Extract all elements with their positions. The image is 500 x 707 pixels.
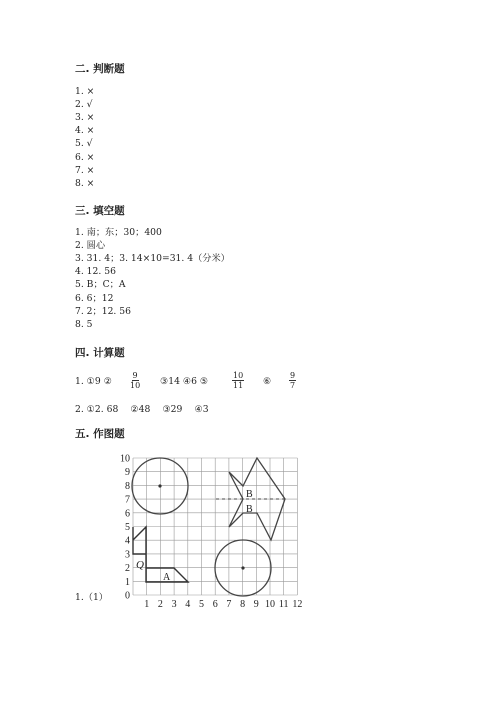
calc-row1-part-b: ③14 ④6 ⑤ — [160, 376, 209, 387]
x-axis-tick-label: 9 — [253, 599, 259, 610]
x-axis-tick-label: 12 — [292, 599, 303, 610]
calc-row1-part-a: 1. ①9 ② — [75, 376, 112, 387]
draw-answer-label: 1.（1） — [75, 592, 108, 603]
calc-row1-part-c: ⑥ — [263, 376, 272, 387]
fraction-numerator: 9 — [290, 371, 296, 380]
x-axis-tick-label: 7 — [226, 599, 232, 610]
section-title-calc: 四. 计算题 — [75, 347, 125, 359]
label-b-top: B — [246, 489, 253, 500]
section-title-fill: 三. 填空题 — [75, 205, 125, 217]
y-axis-tick-label: 0 — [125, 590, 130, 602]
fraction-denominator: 7 — [290, 381, 296, 390]
judge-answer-item: 6. × — [75, 151, 95, 163]
judge-answer-item: 4. × — [75, 125, 95, 137]
x-axis-tick-label: 8 — [240, 599, 246, 610]
label-a: A — [163, 572, 171, 583]
fill-answer-item: 6. 6；12 — [75, 292, 114, 304]
fraction-numerator: 9 — [132, 371, 138, 380]
axis-labels — [120, 454, 302, 611]
x-axis-tick-label: 1 — [144, 599, 150, 610]
fraction-numerator: 10 — [233, 371, 244, 380]
label-q: Q — [136, 559, 144, 571]
y-axis-tick-label: 1 — [125, 576, 130, 588]
y-axis-tick-label: 6 — [125, 508, 130, 520]
fraction-9-10 — [129, 371, 141, 390]
fraction-10-11 — [232, 371, 244, 390]
fill-answer-item: 7. 2；12. 56 — [75, 305, 131, 317]
judge-answer-item: 3. × — [75, 112, 95, 124]
coordinate-grid-figure — [113, 450, 313, 614]
circle-center-lower — [241, 566, 244, 569]
x-axis-tick-label: 3 — [171, 599, 177, 610]
fill-answer-item: 3. 31. 4；3. 14×10=31. 4（分米） — [75, 253, 230, 265]
judge-answer-item: 7. × — [75, 164, 95, 176]
fraction-denominator: 11 — [233, 381, 244, 390]
x-axis-tick-label: 4 — [185, 599, 191, 610]
fill-answer-item: 1. 南；东；30；400 — [75, 227, 162, 238]
y-axis-tick-label: 2 — [125, 563, 130, 575]
y-axis-tick-label: 8 — [125, 480, 130, 492]
fill-answer-item: 4. 12. 56 — [75, 266, 116, 278]
circle-center-upper — [158, 484, 161, 487]
judge-answer-item: 8. × — [75, 177, 95, 189]
calc-row-2: 2. ①2. 68 ②48 ③29 ④3 — [75, 404, 209, 415]
y-axis-tick-label: 9 — [125, 467, 130, 479]
y-axis-tick-label: 4 — [125, 535, 130, 547]
fill-answer-item: 8. 5 — [75, 318, 93, 330]
x-axis-tick-label: 2 — [157, 599, 163, 610]
x-axis-tick-label: 11 — [278, 599, 289, 610]
judge-answer-item: 5. √ — [75, 138, 93, 150]
x-axis-tick-label: 6 — [212, 599, 218, 610]
x-axis-tick-label: 10 — [265, 599, 275, 610]
judge-answer-item: 2. √ — [75, 99, 93, 111]
label-b-bottom: B — [246, 504, 253, 515]
y-axis-tick-label: 10 — [120, 453, 130, 465]
fill-answer-item: 2. 圆心 — [75, 240, 106, 252]
section-title-draw: 五. 作图题 — [75, 428, 125, 440]
fraction-denominator: 10 — [130, 381, 141, 390]
fraction-9-7 — [289, 371, 296, 390]
y-axis-tick-label: 5 — [125, 522, 130, 533]
x-axis-tick-label: 5 — [199, 599, 204, 610]
y-axis-tick-label: 3 — [125, 549, 130, 561]
section-title-judge: 二. 判断题 — [75, 63, 125, 75]
y-axis-tick-label: 7 — [125, 494, 130, 506]
fill-answer-item: 5. B；C；A — [75, 279, 126, 291]
judge-answer-item: 1. × — [75, 86, 95, 97]
